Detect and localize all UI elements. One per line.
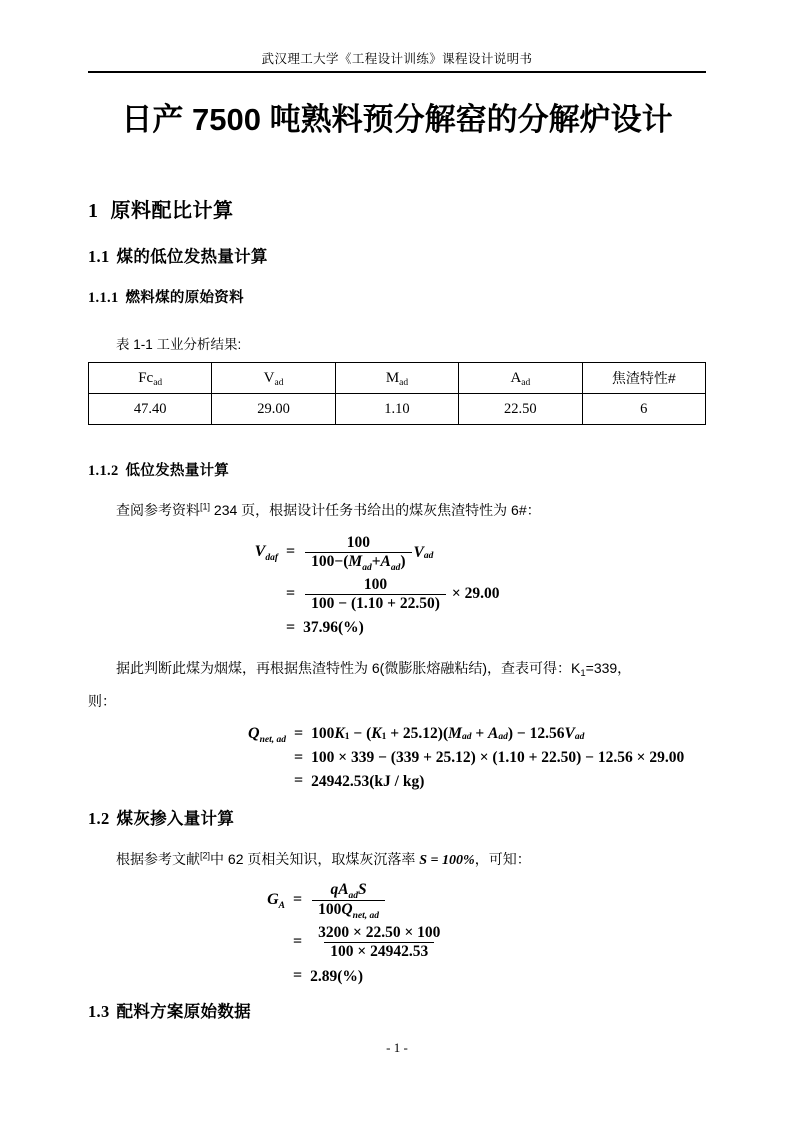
equals-sign: = xyxy=(294,748,304,766)
heading-1-1-2-低位发热量计算 xyxy=(88,459,706,483)
header-symbol: A xyxy=(510,369,522,386)
table-header-cell-v xyxy=(212,363,335,394)
table-cell-fc-value: 47.40 xyxy=(89,394,212,425)
heading-number: 1.1.1 xyxy=(88,290,119,306)
formula-lhs-subscript: net, ad xyxy=(259,734,286,745)
heading-number: 1 xyxy=(88,200,99,222)
formula-v-daf xyxy=(88,535,706,637)
equals-sign: = xyxy=(294,772,304,790)
equals-sign: = xyxy=(293,933,303,951)
paragraph-text: =339， xyxy=(585,659,632,676)
formula-lhs-symbol: Q xyxy=(248,724,260,742)
table-cell-a-value: 22.50 xyxy=(459,394,582,425)
header-divider xyxy=(88,71,706,73)
equals-sign: = xyxy=(294,724,304,742)
fraction-denominator: 100 × 24942.53 xyxy=(324,942,434,960)
paragraph-text: 中 62 页相关知识，取煤灰沉落率 xyxy=(210,851,420,868)
equals-sign: = xyxy=(293,890,303,908)
paragraph-coal-type xyxy=(88,653,706,716)
formula-lhs-symbol: G xyxy=(267,890,279,908)
table-header-cell-fc xyxy=(89,363,212,394)
running-title: 武汉理工大学《工程设计训练》课程设计说明书 xyxy=(261,52,533,66)
heading-text: 配料方案原始数据 xyxy=(116,1003,251,1022)
fraction xyxy=(305,577,446,613)
formula-lhs-subscript: A xyxy=(278,900,285,911)
formula-line-2: 100 × 339 − (339 + 25.12) × (1.10 + 22.50) − 12.56 × 29.00 xyxy=(311,748,685,766)
equals-sign: = xyxy=(286,619,296,637)
fraction-numerator: 100 xyxy=(363,575,388,593)
table-cell-coke-property-value: 6 xyxy=(582,394,705,425)
formula-result: 2.89(%) xyxy=(310,967,364,985)
header-symbol: M xyxy=(385,369,400,386)
fraction-denominator: $100-(M_{ad}+A_{ad})$ xyxy=(305,552,411,570)
k1-subscript: 1 xyxy=(580,667,586,679)
heading-text: 煤的低位发热量计算 xyxy=(116,248,268,266)
formula-g-a xyxy=(88,882,706,985)
equals-sign: = xyxy=(286,584,296,602)
heading-1-1-1-燃料煤的原始资料 xyxy=(88,286,706,310)
table-caption-text: 工业分析结果: xyxy=(156,337,242,352)
heading-1-1-煤的低位发热量计算 xyxy=(88,244,706,270)
table-row xyxy=(89,394,706,425)
formula-q-net-ad xyxy=(88,726,706,790)
header-subscript: ad xyxy=(274,377,284,388)
table-caption xyxy=(116,332,706,358)
table-cell-m-value: 1.10 xyxy=(335,394,458,425)
table-header-row xyxy=(89,363,706,394)
table-header-cell-coke-property xyxy=(582,363,705,394)
heading-1-3-配料方案原始数据 xyxy=(88,999,706,1025)
fraction-denominator: $100Q_{net, ad}$ xyxy=(312,900,385,918)
table-cell-v-value: 29.00 xyxy=(212,394,335,425)
document-body xyxy=(88,196,706,1025)
paragraph-text: 查阅参考资料 xyxy=(116,502,200,518)
fraction-numerator: 100 xyxy=(346,534,370,551)
equals-sign: = xyxy=(286,543,296,561)
heading-number: 1.1.2 xyxy=(88,463,119,479)
formula-result: 37.96(%) xyxy=(303,619,364,637)
table-industrial-analysis xyxy=(88,362,706,425)
heading-1-2-煤灰掺入量计算 xyxy=(88,806,706,832)
heading-text: 原料配比计算 xyxy=(110,200,234,222)
paragraph-text: 据此判断此煤为烟煤，再根据焦渣特性为 6(微膨胀熔融粘结)，查表可得：K xyxy=(116,659,581,676)
header-symbol: 焦渣特性# xyxy=(611,370,676,386)
heading-1-原料配比计算 xyxy=(88,196,706,226)
header-subscript: ad xyxy=(153,377,163,388)
header-symbol: V xyxy=(263,369,275,386)
table-caption-label: 表 1-1 xyxy=(116,337,153,352)
heading-text: 燃料煤的原始资料 xyxy=(125,290,244,306)
page-header xyxy=(88,50,706,73)
formula-result: 24942.53(kJ / kg) xyxy=(311,772,425,790)
page-footer xyxy=(0,1040,794,1056)
paragraph-text: 234 页，根据设计任务书给出的煤灰焦渣特性为 6#： xyxy=(210,502,541,518)
citation-ref-1: [1] xyxy=(200,501,211,512)
formula-lhs-symbol: V xyxy=(254,543,266,561)
fraction xyxy=(312,881,385,921)
heading-number: 1.3 xyxy=(88,1002,110,1022)
page-title: 日产 7500 吨熟料预分解窑的分解炉设计 xyxy=(121,102,673,137)
formula-lhs-subscript: daf xyxy=(265,553,278,564)
table-header-cell-m xyxy=(335,363,458,394)
fraction xyxy=(312,925,446,961)
header-subscript: ad xyxy=(521,377,531,388)
paragraph-reference-lookup xyxy=(88,495,706,525)
equals-sign: = xyxy=(293,967,303,985)
formula-tail: × 29.00 xyxy=(451,585,500,603)
paragraph-text: 则： xyxy=(88,692,116,709)
header-symbol: Fc xyxy=(138,369,154,386)
heading-text: 煤灰掺入量计算 xyxy=(116,810,235,829)
fraction-numerator: $qA_{ad}S$ xyxy=(330,881,367,902)
fraction-numerator: 3200 × 22.50 × 100 xyxy=(318,923,441,941)
fraction-denominator: 100 − (1.10 + 22.50) xyxy=(305,594,446,612)
fraction xyxy=(305,534,411,574)
paragraph-text: ，可知： xyxy=(474,851,531,868)
formula-line-1: 100 K 1 − ( K 1 + 25.12 ) ( M ad + A ad ) − 12.56 V ad xyxy=(311,725,585,743)
paragraph-ash-settle-rate xyxy=(88,844,706,876)
page-number: - 1 - xyxy=(386,1040,408,1055)
paragraph-text: 根据参考文献 xyxy=(116,851,200,868)
table-header-cell-a xyxy=(459,363,582,394)
formula-tail-subscript: ad xyxy=(423,550,434,561)
header-subscript: ad xyxy=(399,377,409,388)
formula-tail-symbol: V xyxy=(413,543,424,561)
inline-formula-s: S = 100% xyxy=(419,853,475,869)
heading-number: 1.2 xyxy=(88,809,110,829)
heading-text: 低位发热量计算 xyxy=(125,463,230,479)
heading-number: 1.1 xyxy=(88,247,110,266)
citation-ref-2: [2] xyxy=(200,850,211,861)
